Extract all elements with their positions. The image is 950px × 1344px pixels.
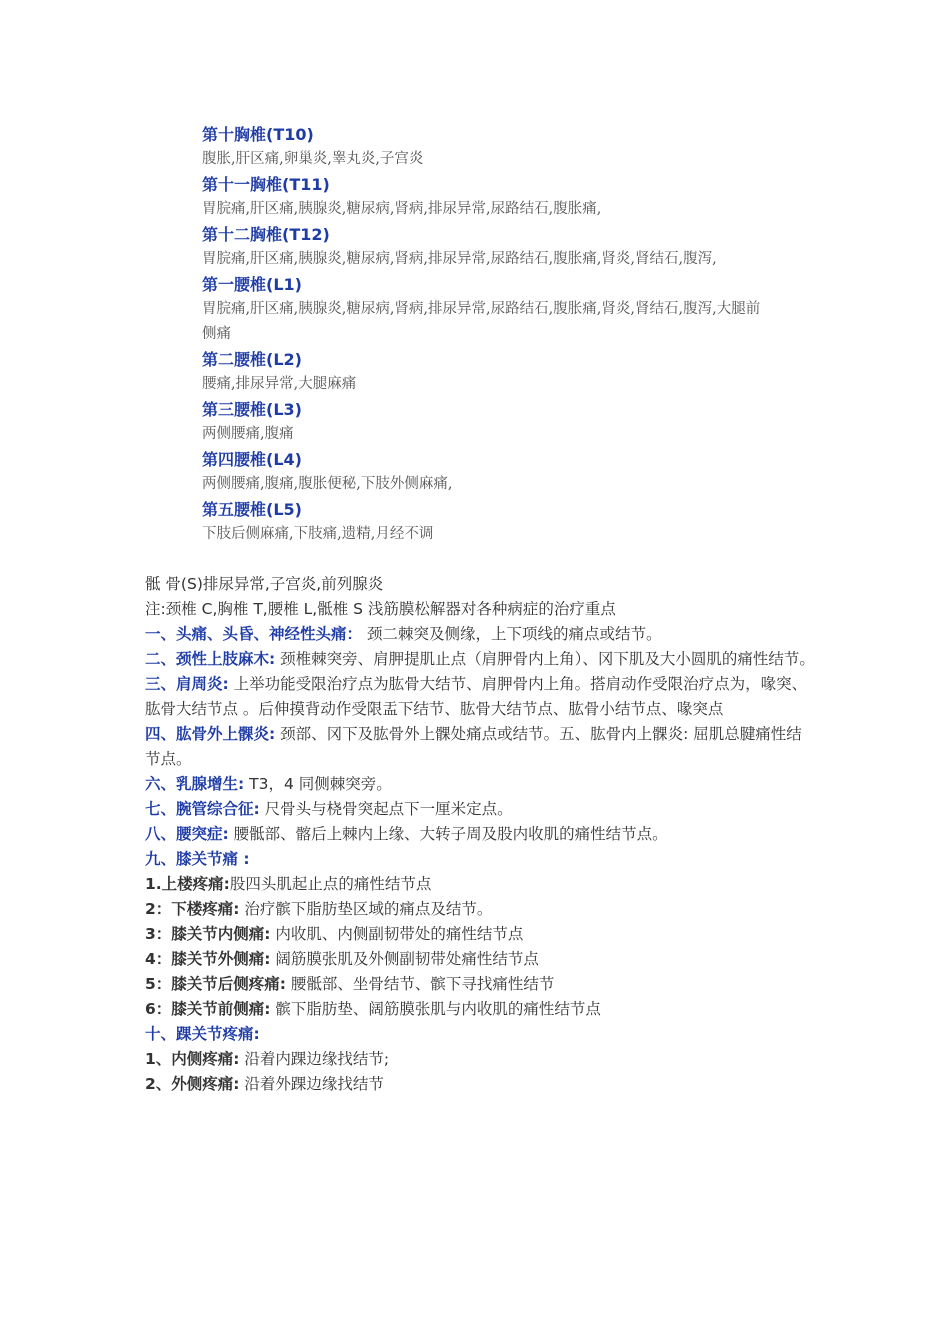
treatment-item <box>145 622 815 647</box>
treatment-item-text: 尺骨头与桡骨突起点下一厘米定点。 <box>259 800 513 818</box>
treatment-item-text: 沿着内踝边缘找结节; <box>239 1050 390 1068</box>
treatment-item <box>145 847 815 872</box>
treatment-item-label: 2、外侧疼痛: <box>145 1075 240 1093</box>
vertebra-heading: 第十二胸椎(T12) <box>202 225 330 244</box>
vertebra-heading: 第十一胸椎(T11) <box>202 175 330 194</box>
treatment-item-text: 颈部、冈下及肱骨外上髁处痛点或结节。五、肱骨内上髁炎: 屈肌总腱痛性结节点。 <box>145 725 802 768</box>
treatment-item-text: 股四头肌起止点的痛性结节点 <box>229 875 432 893</box>
vertebra-description: 胃脘痛,肝区痛,胰腺炎,糖尿病,肾病,排尿异常,尿路结石,腹胀痛,肾炎,肾结石,腹泻, <box>202 251 717 267</box>
treatment-item-label: 3：膝关节内侧痛: <box>145 925 271 943</box>
treatment-item-label: 四、肱骨外上髁炎: <box>145 725 276 743</box>
treatment-item-text: 阔筋膜张肌及外侧副韧带处痛性结节点 <box>270 950 539 968</box>
treatment-item-label: 2：下楼疼痛: <box>145 900 240 918</box>
vertebra-heading: 第十胸椎(T10) <box>202 125 314 144</box>
treatment-item-label: 七、腕管综合征: <box>145 800 260 818</box>
treatment-item-text: 腰骶部、髂后上棘内上缘、大转子周及股内收肌的痛性结节点。 <box>228 825 668 843</box>
vertebra-entry <box>202 122 822 172</box>
treatment-item-text: 腰骶部、坐骨结节、髌下寻找痛性结节 <box>285 975 555 993</box>
treatment-item <box>145 872 815 897</box>
treatment-item <box>145 1047 815 1072</box>
treatment-item-text: 沿着外踝边缘找结节 <box>239 1075 384 1093</box>
vertebra-list <box>202 122 822 547</box>
treatment-item <box>145 822 815 847</box>
treatment-item-label: 5：膝关节后侧疼痛: <box>145 975 286 993</box>
vertebra-description: 胃脘痛,肝区痛,胰腺炎,糖尿病,肾病,排尿异常,尿路结石,腹胀痛,肾炎,肾结石,腹泻,大腿前侧痛 <box>202 301 761 342</box>
vertebra-description: 两侧腰痛,腹痛 <box>202 426 294 442</box>
vertebra-description: 胃脘痛,肝区痛,胰腺炎,糖尿病,肾病,排尿异常,尿路结石,腹胀痛, <box>202 201 602 217</box>
treatment-item-label: 二、颈性上肢麻木: <box>145 650 276 668</box>
treatment-item-text: 颈椎棘突旁、肩胛提肌止点（肩胛骨内上角）、冈下肌及大小圆肌的痛性结节。 <box>275 650 815 668</box>
treatment-item-label: 6：膝关节前侧痛: <box>145 1000 271 1018</box>
treatment-item-label: 一、头痛、头昏、神经性头痛： <box>145 625 363 643</box>
treatment-item-label: 三、肩周炎: <box>145 675 229 693</box>
treatment-item-label: 1、内侧疼痛: <box>145 1050 240 1068</box>
vertebra-entry <box>202 397 822 447</box>
vertebra-description: 下肢后侧麻痛,下肢痛,遗精,月经不调 <box>202 526 434 542</box>
treatment-item <box>145 972 815 997</box>
treatment-item-label: 1.上楼疼痛: <box>145 875 230 893</box>
treatment-item <box>145 1072 815 1097</box>
treatment-item <box>145 772 815 797</box>
treatment-item <box>145 947 815 972</box>
vertebra-entry <box>202 172 822 222</box>
treatment-item-text: 上举功能受限治疗点为肱骨大结节、肩胛骨内上角。搭肩动作受限治疗点为，喙突、肱骨大结节点 。后伸摸背动作受限盂下结节、肱骨大结节点、肱骨小结节点、喙突点 <box>145 675 808 718</box>
treatment-item <box>145 922 815 947</box>
treatment-item <box>145 997 815 1022</box>
treatment-notes <box>145 572 815 1097</box>
sacrum-line: 骶 骨(S)排尿异常,子宫炎,前列腺炎 <box>145 575 384 593</box>
treatment-item <box>145 1022 815 1047</box>
vertebra-heading: 第五腰椎(L5) <box>202 500 302 519</box>
treatment-item-text: 髌下脂肪垫、阔筋膜张肌与内收肌的痛性结节点 <box>270 1000 601 1018</box>
treatment-item-label: 4：膝关节外侧痛: <box>145 950 271 968</box>
treatment-item <box>145 897 815 922</box>
treatment-item-text: T3，4 同侧棘突旁。 <box>244 775 392 793</box>
vertebra-entry <box>202 347 822 397</box>
treatment-item-label: 九、膝关节痛 : <box>145 850 250 868</box>
treatment-item-text: 内收肌、内侧副韧带处的痛性结节点 <box>270 925 524 943</box>
treatment-item-label: 六、乳腺增生: <box>145 775 245 793</box>
treatment-item <box>145 647 815 672</box>
vertebra-entry <box>202 497 822 547</box>
note-line: 注:颈椎 C,胸椎 T,腰椎 L,骶椎 S 浅筋膜松解器对各种病症的治疗重点 <box>145 600 616 618</box>
vertebra-heading: 第四腰椎(L4) <box>202 450 302 469</box>
treatment-item-label: 十、踝关节疼痛: <box>145 1025 260 1043</box>
vertebra-description: 腰痛,排尿异常,大腿麻痛 <box>202 376 357 392</box>
vertebra-description: 腹胀,肝区痛,卵巢炎,睾丸炎,子宫炎 <box>202 151 424 167</box>
treatment-list <box>145 622 815 1097</box>
vertebra-description: 两侧腰痛,腹痛,腹胀便秘,下肢外侧麻痛, <box>202 476 453 492</box>
vertebra-entry <box>202 447 822 497</box>
treatment-item-label: 八、腰突症: <box>145 825 229 843</box>
vertebra-entry <box>202 272 822 347</box>
vertebra-heading: 第二腰椎(L2) <box>202 350 302 369</box>
treatment-item-text: 颈二棘突及侧缘，上下项线的痛点或结节。 <box>362 625 662 643</box>
treatment-item <box>145 672 815 722</box>
vertebra-entry <box>202 222 822 272</box>
treatment-item <box>145 797 815 822</box>
treatment-item <box>145 722 815 772</box>
vertebra-heading: 第三腰椎(L3) <box>202 400 302 419</box>
vertebra-heading: 第一腰椎(L1) <box>202 275 302 294</box>
treatment-item-text: 治疗髌下脂肪垫区域的痛点及结节。 <box>239 900 493 918</box>
